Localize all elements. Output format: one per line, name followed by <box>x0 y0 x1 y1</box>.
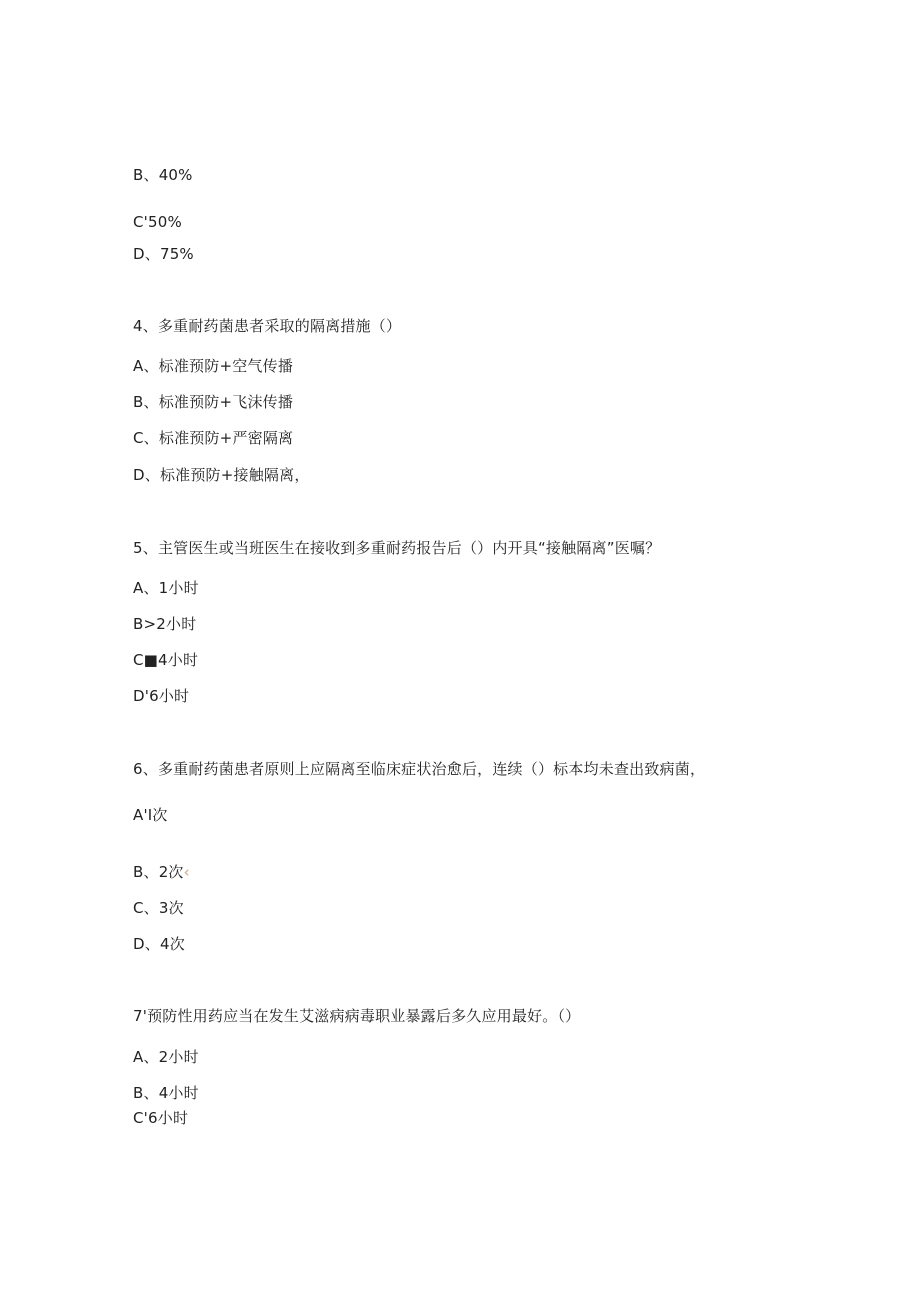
question-5: 5、主管医生或当班医生在接收到多重耐药报告后（）内开具“接触隔离”医嘱？ <box>133 539 661 557</box>
question-4-option-d: D、标准预防+接触隔离， <box>133 466 310 484</box>
question-6: 6、多重耐药菌患者原则上应隔离至临床症状治愈后，连续（）标本均未查出致病菌， <box>133 760 706 778</box>
question-6-option-b <box>133 862 190 882</box>
question-5-option-c: C■4小时 <box>133 651 199 669</box>
question-7-option-c: C'6小时 <box>133 1109 189 1127</box>
question-4-option-a: A、标准预防+空气传播 <box>133 357 294 375</box>
option-b-40: B、40% <box>133 166 193 184</box>
question-5-option-d: D'6小时 <box>133 687 190 705</box>
question-4-option-c: C、标准预防+严密隔离 <box>133 429 294 447</box>
stray-mark: ‹ <box>183 863 190 881</box>
question-6-option-a: A'I次 <box>133 806 168 824</box>
question-6-option-b-text: B、2次 <box>133 863 184 881</box>
question-7: 7'预防性用药应当在发生艾滋病病毒职业暴露后多久应用最好。（） <box>133 1007 581 1025</box>
question-4-option-b: B、标准预防+飞沫传播 <box>133 393 294 411</box>
question-7-option-a: A、2小时 <box>133 1048 199 1066</box>
question-6-option-c: C、3次 <box>133 899 184 917</box>
question-4: 4、多重耐药菌患者采取的隔离措施（） <box>133 317 402 335</box>
question-7-option-b: B、4小时 <box>133 1084 199 1102</box>
question-5-option-a: A、1小时 <box>133 579 199 597</box>
question-5-option-b: B>2小时 <box>133 615 197 633</box>
option-c-50: C'50% <box>133 213 182 231</box>
option-d-75: D、75% <box>133 245 194 263</box>
question-6-option-d: D、4次 <box>133 935 185 953</box>
